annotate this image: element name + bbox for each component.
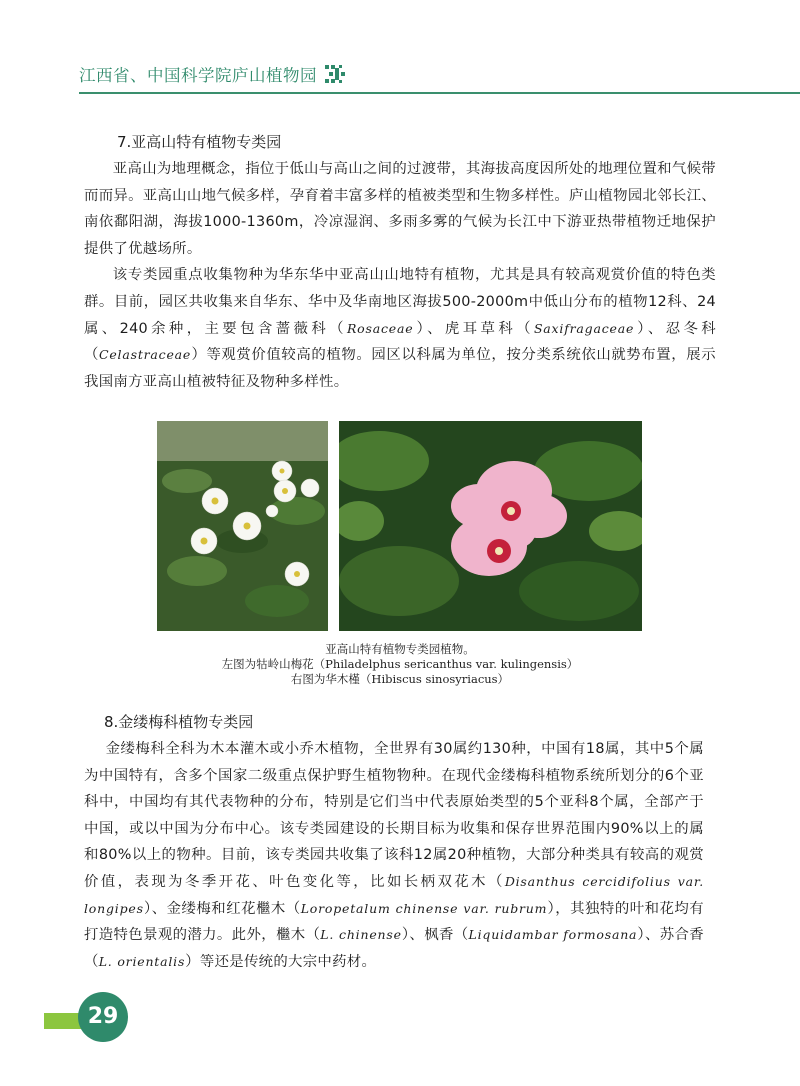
header-divider xyxy=(79,92,800,94)
header-title: 江西省、中国科学院庐山植物园 xyxy=(79,66,317,85)
section-8-heading: 8.金缕梅科植物专类园 xyxy=(104,713,254,731)
section-7-paragraph-1: 亚高山为地理概念，指位于低山与高山之间的过渡带，其海拔高度因所处的地理位置和气候带而而异。亚高山山地气候多样，孕育着丰富多样的植被类型和生物多样性。庐山植物园北邻长江、南依鄱阳湖，海拔1000-1360m，冷凉湿润、多雨多雾的气候为长江中下游亚热带植物迁地保护提供了优越场所。 xyxy=(84,161,716,257)
section-7-paragraph-2: 该专类园重点收集物种为华东华中亚高山山地特有植物，尤其是具有较高观赏价值的特色类群。目前，园区共收集来自华东、华中及华南地区海拔500-2000m中低山分布的植物12科、24属、240余种，主要包含蔷薇科（Rosaceae）、虎耳草科（Saxifragaceae）、忍冬科（Celastraceae）等观赏价值较高的植物。园区以科属为单位，按分类系统依山就势布置，展示我国南方亚高山植被特征及物种多样性。 xyxy=(84,267,716,390)
section-8 xyxy=(84,708,704,975)
section-8-paragraph-1: 金缕梅科全科为木本灌木或小乔木植物，全世界有30属约130种，中国有18属，其中5个属为中国特有，含多个国家二级重点保护野生植物物种。在现代金缕梅科植物系统所划分的6个亚科中，中国均有其代表物种的分布，特别是它们当中代表原始类型的5个亚科8个属，全部产于中国，或以中国为分布中心。该专类园建设的长期目标为收集和保存世界范围内90%以上的属和80%以上的物种。目前，该专类园共收集了该科12属20种植物，大部分种类具有较高的观赏价值，表现为冬季开花、叶色变化等，比如长柄双花木（Disanthus cercidifolius var. longipes）、金缕梅和红花檵木（Loropetalum chinense var. rubrum），其独特的叶和花均有打造特色景观的潜力。此外，檵木（L. chinense）、枫香（Liquidambar formosana）、苏合香（L. orientalis）等还是传统的大宗中药材。 xyxy=(84,741,704,970)
philadelphus-photo xyxy=(157,421,328,631)
chevron-pattern-icon xyxy=(324,64,350,84)
hibiscus-photo xyxy=(339,421,642,631)
section-7-heading: 7.亚高山特有植物专类园 xyxy=(117,133,282,151)
section-7 xyxy=(84,128,716,395)
caption-line-1: 亚高山特有植物专类园植物。 xyxy=(325,642,475,656)
page-number: 29 xyxy=(78,992,128,1042)
figure-caption xyxy=(84,642,716,687)
caption-line-2: 左图为牯岭山梅花（Philadelphus sericanthus var. kulingensis） xyxy=(221,657,579,671)
caption-line-3: 右图为华木槿（Hibiscus sinosyriacus） xyxy=(290,672,510,686)
page-header xyxy=(79,58,800,94)
